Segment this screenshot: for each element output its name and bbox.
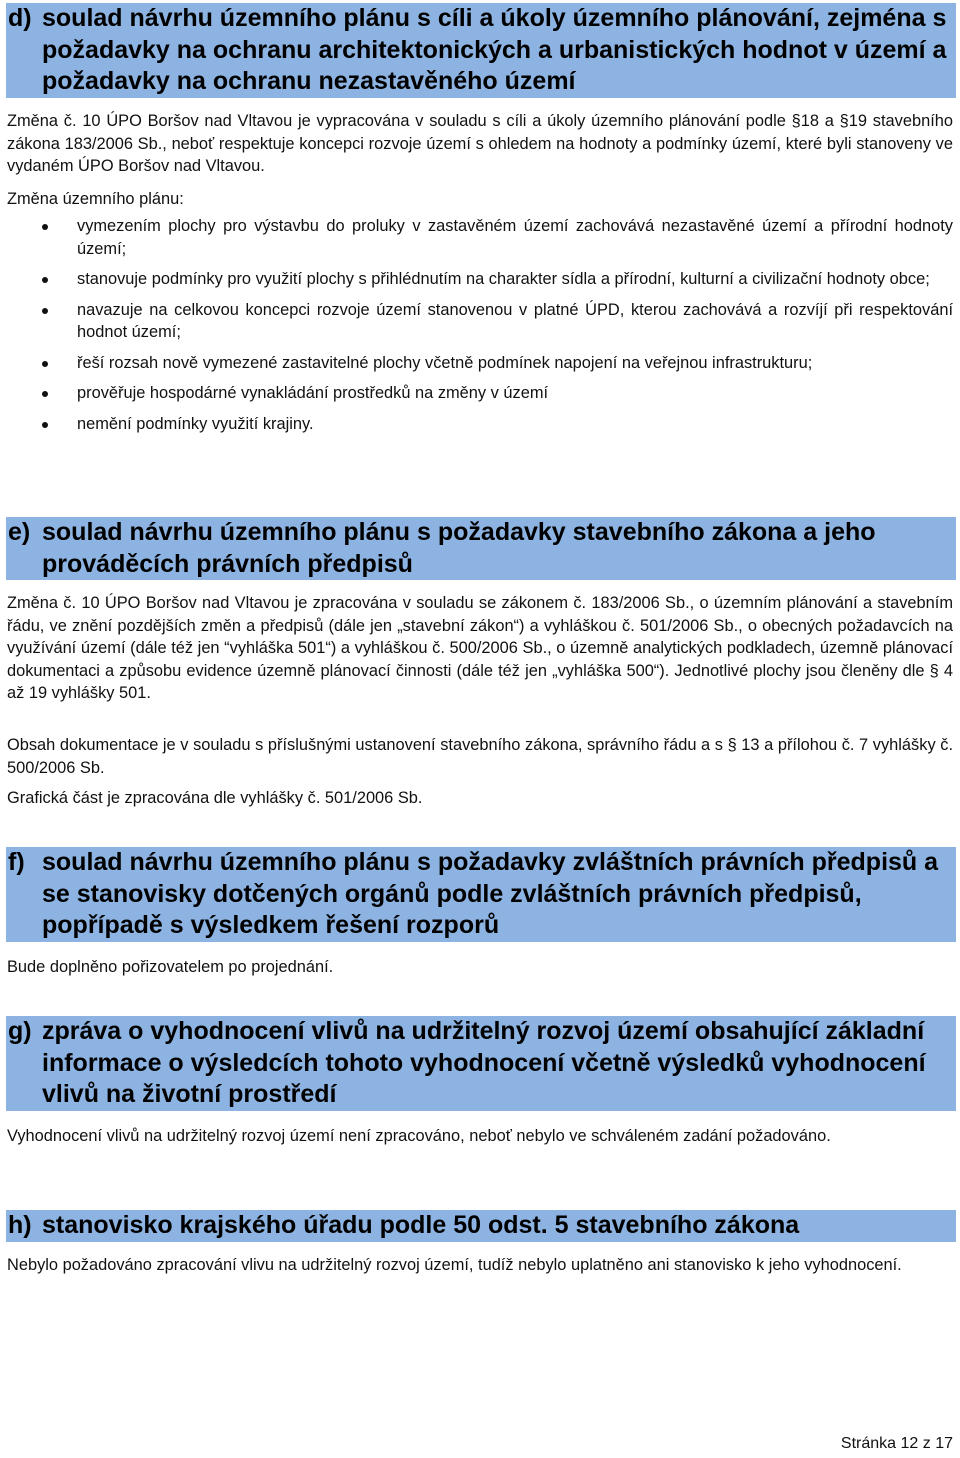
section-e-letter: e) xyxy=(8,518,31,546)
section-e-paragraph-2: Obsah dokumentace je v souladu s příslušnými ustanovení stavebního zákona, správního řádu a s § 13 a přílohou č. 7 vyhlášky č. 500/2006 Sb. xyxy=(7,736,953,777)
section-d-paragraph-1: Změna č. 10 ÚPO Boršov nad Vltavou je vypracována v souladu s cíli a úkoly územního plánování podle §18 a §19 stavebního zákona 183/2006 Sb., neboť respektuje koncepci rozvoje území s ohledem na hodnoty a podmínky území, které byli stanoveny ve vydaném ÚPO Boršov nad Vltavou. xyxy=(7,112,953,175)
bullet-icon xyxy=(42,224,48,230)
list-item-text: nemění podmínky využití krajiny. xyxy=(77,414,314,433)
list-item xyxy=(7,352,953,375)
section-e-title: soulad návrhu územního plánu s požadavky stavebního zákona a jeho prováděcích právních předpisů xyxy=(42,518,876,578)
section-e-paragraph-1: Změna č. 10 ÚPO Boršov nad Vltavou je zpracována v souladu se zákonem č. 183/2006 Sb., o územním plánování a stavebním řádu, ve znění pozdějších změn a předpisů (dále jen „stavební zákon“) a vyhláškou č. 501/2006 Sb., o obecných požadavcích na využívání území (dále též jen “vyhláška 501“) a vyhláškou č. 500/2006 Sb., o územně analytických podkladech, územně plánovací dokumentaci a způsobu evidence územně plánovací činnosti (dále též jen „vyhláška 500“). Jednotlivé plochy jsou členěny dle § 4 až 19 vyhlášky 501. xyxy=(7,594,953,702)
list-item xyxy=(7,413,953,436)
bullet-icon xyxy=(42,308,48,314)
section-d-bullet-list xyxy=(7,215,953,435)
list-item xyxy=(7,299,953,344)
list-item xyxy=(7,215,953,260)
section-d-letter: d) xyxy=(8,4,32,32)
section-d-heading xyxy=(6,3,956,98)
section-f-letter: f) xyxy=(8,848,25,876)
section-f-title: soulad návrhu územního plánu s požadavky zvláštních právních předpisů a se stanovisky dotčených orgánů podle zvláštních právních předpisů, popřípadě s výsledkem řešení rozporů xyxy=(42,848,939,939)
section-h-letter: h) xyxy=(8,1211,32,1239)
list-item-text: prověřuje hospodárné vynakládání prostředků na změny v území xyxy=(77,384,549,402)
section-d-title: soulad návrhu územního plánu s cíli a úkoly územního plánování, zejména s požadavky na ochranu architektonických a urbanistických hodnot v území a požadavky na ochranu nezastavěného území xyxy=(42,4,947,95)
section-h-heading xyxy=(6,1210,956,1242)
section-f-heading xyxy=(6,847,956,942)
list-item xyxy=(7,268,953,291)
list-item-text: navazuje na celkovou koncepci rozvoje území stanovenou v platné ÚPD, kterou zachovává a rozvíjí při respektování hodnot území; xyxy=(77,300,953,341)
bullet-icon xyxy=(42,361,48,367)
section-f-paragraph-1: Bude doplněno pořizovatelem po projednání. xyxy=(7,958,334,976)
section-h-paragraph-1: Nebylo požadováno zpracování vlivu na udržitelný rozvoj území, tudíž nebylo uplatněno ani stanovisko k jeho vyhodnocení. xyxy=(7,1256,902,1274)
section-d-paragraph-2: Změna územního plánu: xyxy=(7,190,184,208)
list-item xyxy=(7,382,953,405)
page-number: Stránka 12 z 17 xyxy=(840,1435,953,1452)
list-item-text: řeší rozsah nově vymezené zastavitelné plochy včetně podmínek napojení na veřejnou infrastrukturu; xyxy=(77,353,813,372)
section-g-paragraph-1: Vyhodnocení vlivů na udržitelný rozvoj území není zpracováno, neboť nebylo ve schváleném zadání požadováno. xyxy=(7,1127,831,1145)
section-e-heading xyxy=(6,517,956,580)
section-e-paragraph-3: Grafická část je zpracována dle vyhlášky č. 501/2006 Sb. xyxy=(7,789,423,807)
section-h-title: stanovisko krajského úřadu podle 50 odst. 5 stavebního zákona xyxy=(42,1211,800,1239)
bullet-icon xyxy=(42,277,48,283)
list-item-text: stanovuje podmínky pro využití plochy s přihlédnutím na charakter sídla a přírodní, kulturní a civilizační hodnoty obce; xyxy=(77,270,930,288)
section-g-letter: g) xyxy=(8,1017,32,1045)
bullet-icon xyxy=(42,391,48,397)
section-g-title: zpráva o vyhodnocení vlivů na udržitelný rozvoj území obsahující základní informace o výsledcích tohoto vyhodnocení včetně výsledků vyhodnocení vlivů na životní prostředí xyxy=(42,1017,926,1108)
bullet-icon xyxy=(42,422,48,428)
section-g-heading xyxy=(6,1016,956,1111)
list-item-text: vymezením plochy pro výstavbu do proluky v zastavěném území zachovává nezastavěné území a přírodní hodnoty území; xyxy=(77,217,953,258)
